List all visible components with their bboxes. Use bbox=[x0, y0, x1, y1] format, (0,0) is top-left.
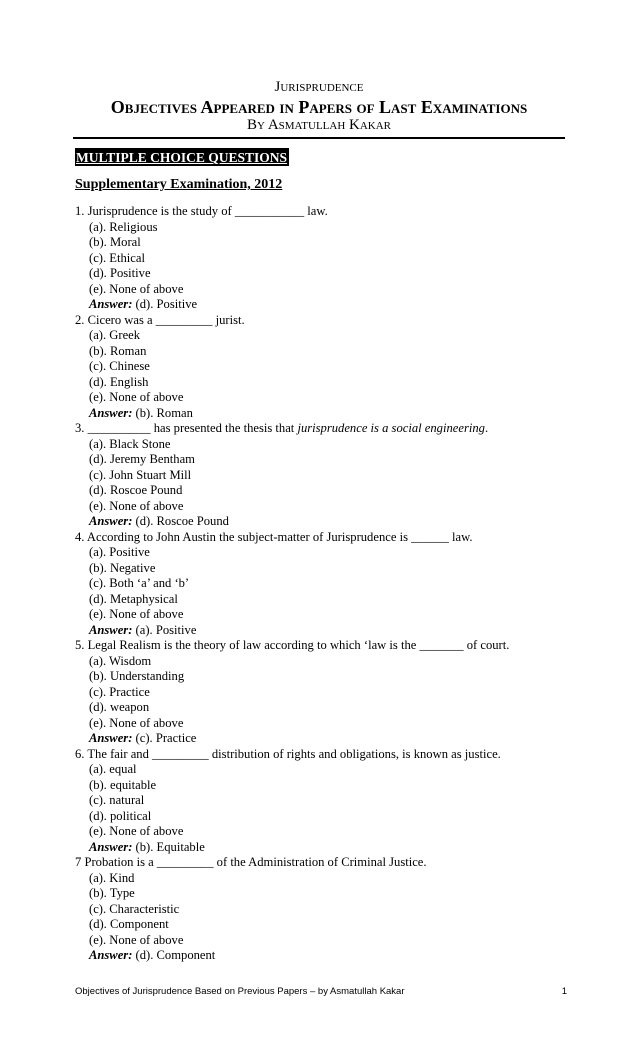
answer-line bbox=[75, 840, 575, 856]
answer-option: (d). Component bbox=[89, 917, 169, 931]
question-text bbox=[75, 204, 575, 220]
answer-option: (e). None of above bbox=[89, 281, 184, 296]
answer-line bbox=[75, 406, 575, 422]
question-stem: 3. __________ has presented the thesis that bbox=[75, 421, 298, 435]
question-stem: 4. According to John Austin the subject-matter of Jurisprudence is ______ law. bbox=[75, 529, 473, 544]
answer-line bbox=[75, 514, 575, 530]
answer-option: (b). Type bbox=[89, 886, 135, 900]
answer-option: (a). equal bbox=[89, 762, 137, 776]
answer-option: (d). Metaphysical bbox=[89, 591, 178, 606]
answer-option: (d). Roscoe Pound bbox=[89, 483, 183, 497]
answer-option: (e). None of above bbox=[89, 932, 184, 947]
answer-option: (e). None of above bbox=[89, 715, 184, 730]
question-text bbox=[75, 855, 575, 871]
question-stem: 5. Legal Realism is the theory of law according to which ‘law is the _______ of court. bbox=[75, 638, 510, 652]
answer-option: (d). English bbox=[89, 374, 149, 389]
question-stem: 2. Cicero was a _________ jurist. bbox=[75, 312, 245, 327]
answer-line bbox=[75, 948, 575, 964]
answer-option: (a). Positive bbox=[89, 545, 150, 559]
header-rule bbox=[73, 137, 565, 139]
answer-line bbox=[75, 731, 575, 747]
answer-option: (d). Positive bbox=[89, 266, 151, 280]
answer-label: Answer: bbox=[89, 948, 133, 962]
answer-option: (b). Roman bbox=[89, 343, 147, 358]
question-stem: 1. Jurisprudence is the study of ___________ law. bbox=[75, 204, 328, 218]
answer-value: (d). Component bbox=[135, 948, 216, 962]
answer-option: (a). Wisdom bbox=[89, 653, 152, 668]
answer-option: (c). Both ‘a’ and ‘b’ bbox=[89, 576, 190, 590]
question-emphasis: jurisprudence is a social engineering bbox=[297, 421, 485, 435]
answer-option: (e). None of above bbox=[89, 607, 184, 621]
answer-label: Answer: bbox=[89, 839, 133, 854]
answer-option: (e). None of above bbox=[89, 498, 184, 513]
answer-option: (c). Chinese bbox=[89, 359, 150, 373]
answer-value: (d). Roscoe Pound bbox=[135, 514, 229, 528]
subject-heading: Jurisprudence bbox=[274, 79, 364, 95]
answer-label: Answer: bbox=[89, 514, 133, 528]
question-text bbox=[75, 747, 575, 763]
author-line: By Asmatullah Kakar bbox=[246, 117, 392, 133]
answer-value: (d). Positive bbox=[135, 297, 198, 311]
answer-option: (c). Practice bbox=[89, 684, 150, 699]
question-list bbox=[75, 204, 575, 964]
answer-label: Answer: bbox=[89, 731, 133, 745]
answer-option: (b). equitable bbox=[89, 777, 157, 792]
question-stem-end: . bbox=[484, 421, 489, 435]
answer-option: (a). Religious bbox=[89, 219, 158, 234]
answer-option: (c). Ethical bbox=[89, 250, 145, 265]
answer-option: (e). None of above bbox=[89, 390, 184, 404]
question-stem: 7 Probation is a _________ of the Administration of Criminal Justice. bbox=[75, 855, 427, 869]
answer-line bbox=[75, 297, 575, 313]
answer-value: (b). Equitable bbox=[135, 839, 205, 854]
question-text bbox=[75, 638, 575, 654]
page-footer bbox=[75, 986, 567, 998]
answer-option: (a). Greek bbox=[89, 328, 141, 342]
answer-option: (c). Characteristic bbox=[89, 901, 180, 916]
answer-option: (b). Negative bbox=[89, 560, 156, 575]
page-number: 1 bbox=[561, 986, 567, 997]
question-stem: 6. The fair and _________ distribution of rights and obligations, is known as justice. bbox=[75, 746, 501, 761]
answer-option: (d). weapon bbox=[89, 700, 150, 714]
exam-heading: Supplementary Examination, 2012 bbox=[75, 177, 283, 192]
answer-option: (b). Understanding bbox=[89, 669, 185, 683]
document-title: Objectives Appeared in Papers of Last Examinations bbox=[110, 97, 528, 117]
answer-option: (d). political bbox=[89, 808, 152, 823]
answer-value: (c). Practice bbox=[135, 731, 197, 745]
question-text bbox=[75, 530, 575, 546]
question-text bbox=[75, 421, 575, 437]
answer-label: Answer: bbox=[89, 622, 133, 637]
answer-value: (b). Roman bbox=[135, 405, 193, 420]
answer-option: (a). Black Stone bbox=[89, 436, 171, 451]
answer-option: (e). None of above bbox=[89, 824, 184, 838]
answer-option: (c). natural bbox=[89, 793, 145, 807]
section-heading: MULTIPLE CHOICE QUESTIONS bbox=[76, 150, 288, 165]
answer-value: (a). Positive bbox=[135, 622, 197, 637]
answer-label: Answer: bbox=[89, 297, 133, 311]
answer-line bbox=[75, 623, 575, 639]
answer-option: (a). Kind bbox=[89, 870, 135, 885]
answer-option: (b). Moral bbox=[89, 235, 141, 249]
answer-option: (c). John Stuart Mill bbox=[89, 467, 192, 482]
answer-label: Answer: bbox=[89, 405, 133, 420]
footer-text: Objectives of Jurisprudence Based on Previous Papers – by Asmatullah Kakar bbox=[75, 986, 405, 997]
answer-option: (d). Jeremy Bentham bbox=[89, 452, 195, 466]
question-text bbox=[75, 313, 575, 329]
